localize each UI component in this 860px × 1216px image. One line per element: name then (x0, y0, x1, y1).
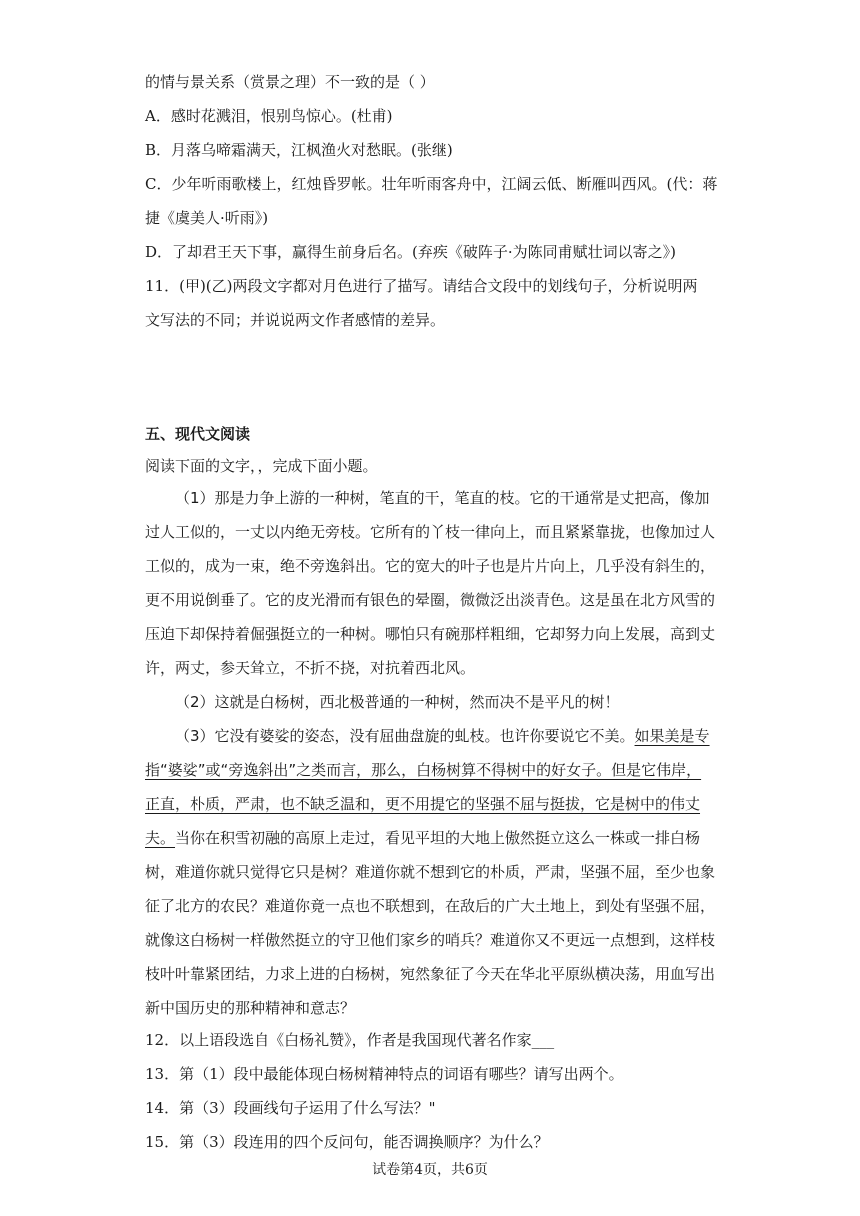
passage-p1-text: （1）那是力争上游的一种树，笔直的干，笔直的枝。它的干通常是丈把高，像加过人工似的，一丈以内绝无旁枝。它所有的丫枝一律向上，而且紧紧靠拢，也像加过人工似的，成为一束，绝不旁逸斜出。它的宽大的叶子也是片片向上，几乎没有斜生的，更不用说倒垂了。它的皮光滑而有银色的晕圈，微微泛出淡青色。这是虽在北方风雪的压迫下却保持着倔强挺立的一种树。哪怕只有碗那样粗细，它却努力向上发展，高到丈许，两丈，参天耸立，不折不挠，对抗着西北风。 (145, 489, 716, 677)
option-c: C．少年听雨歌楼上，红烛昏罗帐。壮年听雨客舟中，江阔云低、断雁叫西风。(代：蒋 (145, 175, 718, 193)
passage-paragraph-2 (145, 685, 715, 719)
passage-p3-start: （3）它没有婆娑的姿态，没有屈曲盘旋的虬枝。也许你要说它不美。 (175, 727, 635, 745)
question-15: 15．第（3）段连用的四个反问句，能否调换顺序？为什么？ (145, 1133, 549, 1151)
section-heading: 五、现代文阅读 (145, 425, 251, 443)
passage-p2-text: （2）这就是白杨树，西北极普通的一种树，然而决不是平凡的树！ (175, 693, 620, 711)
question-10-stem: 的情与景关系（赏景之理）不一致的是（ ） (145, 73, 435, 91)
option-a: A．感时花溅泪，恨别鸟惊心。(杜甫) (145, 107, 393, 125)
question-14: 14．第（3）段画线句子运用了什么写法？" (145, 1099, 436, 1117)
question-13: 13．第（1）段中最能体现白杨树精神特点的词语有哪些？请写出两个。 (145, 1065, 624, 1083)
option-c-continued: 捷《虞美人·听雨》) (145, 209, 269, 227)
option-d: D．了却君王天下事，赢得生前身后名。(弃疾《破阵子·为陈同甫赋壮词以寄之》) (145, 243, 677, 261)
passage-p3-rest: 当你在积雪初融的高原上走过，看见平坦的大地上傲然挺立这么一株或一排白杨树，难道你就只觉得它只是树？难道你就不想到它的朴质，严肃，坚强不屈，至少也象征了北方的农民？难道你竟一点也不联想到，在敌后的广大土地上，到处有坚强不屈，就像这白杨树一样傲然挺立的守卫他们家乡的哨兵？难道你又不更远一点想到，这样枝枝叶叶靠紧团结，力求上进的白杨树，宛然象征了今天在华北平原纵横决荡，用血写出新中国历史的那种精神和意志？ (145, 829, 716, 1017)
passage-paragraph-1 (145, 481, 715, 685)
passage-p3-underlined-sentence: 如果美是专指“婆娑”或“旁逸斜出”之类而言，那么，白杨树算不得树中的好女子。但是它伟岸，正直，朴质，严肃，也不缺乏温和，更不用提它的坚强不屈与挺拔，它是树中的伟丈夫。 (145, 727, 710, 847)
question-11-line-2: 文写法的不同；并说说两文作者感情的差异。 (145, 311, 446, 329)
question-12: 12．以上语段选自《白杨礼赞》，作者是我国现代著名作家___ (145, 1031, 555, 1049)
question-11-line-1: 11．(甲)(乙)两段文字都对月色进行了描写。请结合文段中的划线句子，分析说明两 (145, 277, 698, 295)
passage-paragraph-3 (145, 719, 715, 1025)
page-footer: 试卷第4页，共6页 (372, 1162, 488, 1178)
option-b: B．月落乌啼霜满天，江枫渔火对愁眠。(张继) (145, 141, 453, 159)
section-instruction: 阅读下面的文字，，完成下面小题。 (145, 457, 378, 475)
